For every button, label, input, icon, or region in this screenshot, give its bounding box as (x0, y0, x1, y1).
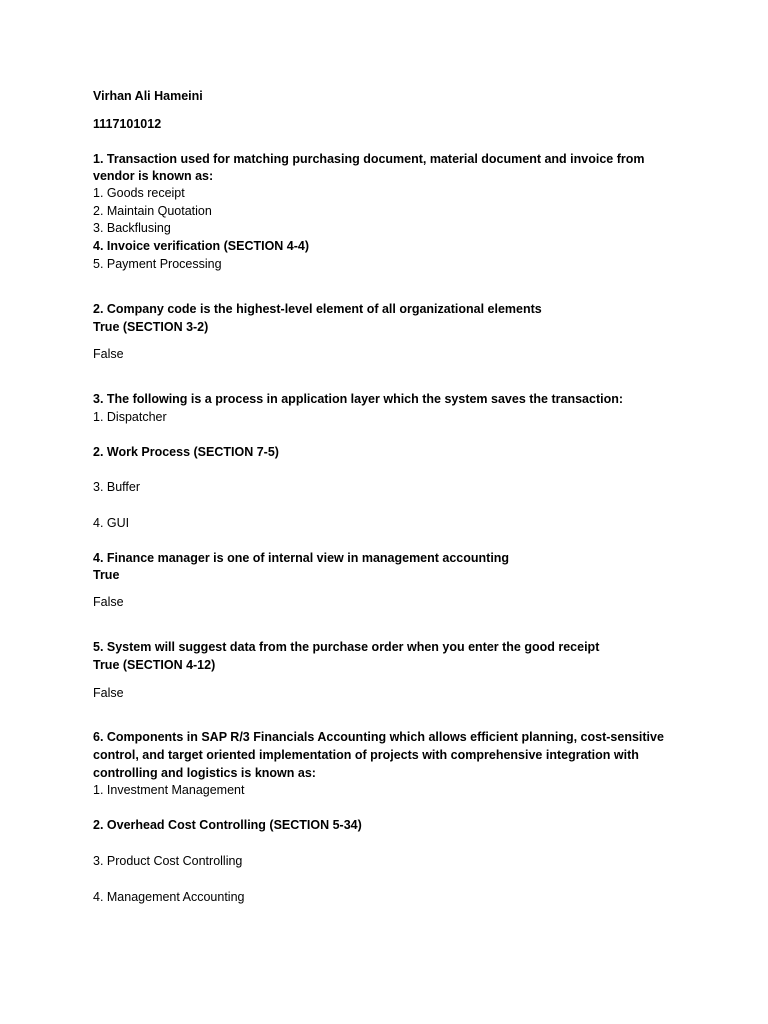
q3-option-4: 4. GUI (93, 516, 130, 530)
q6-option-4: 4. Management Accounting (93, 890, 245, 904)
q3-question: 3. The following is a process in application layer which the system saves the transaction: (93, 392, 624, 406)
q6-option-3: 3. Product Cost Controlling (93, 854, 243, 868)
q3-option-1: 1. Dispatcher (93, 410, 167, 424)
q1-option-2: 2. Maintain Quotation (93, 204, 212, 218)
q2-answer-false: False (93, 347, 124, 361)
q4-question: 4. Finance manager is one of internal view in management accounting (93, 551, 510, 565)
q4-answer-false: False (93, 595, 124, 609)
student-id: 1117101012 (93, 117, 162, 131)
q1-option-4: 4. Invoice verification (SECTION 4-4) (93, 239, 310, 253)
q5-answer-true: True (SECTION 4-12) (93, 658, 216, 672)
q1-option-1: 1. Goods receipt (93, 186, 185, 200)
q1-question-line1: 1. Transaction used for matching purchasing document, material document and invoice from (93, 152, 645, 166)
q2-answer-true: True (SECTION 3-2) (93, 320, 209, 334)
q2-question: 2. Company code is the highest-level element of all organizational elements (93, 302, 542, 316)
q3-option-2: 2. Work Process (SECTION 7-5) (93, 445, 279, 459)
q4-answer-true: True (93, 568, 120, 582)
q6-question-line2: control, and target oriented implementation of projects with comprehensive integration with (93, 748, 639, 762)
q5-question: 5. System will suggest data from the purchase order when you enter the good receipt (93, 640, 600, 654)
q1-option-5: 5. Payment Processing (93, 257, 222, 271)
q1-option-3: 3. Backflusing (93, 221, 171, 235)
q5-answer-false: False (93, 686, 124, 700)
q6-option-1: 1. Investment Management (93, 783, 245, 797)
q6-option-2: 2. Overhead Cost Controlling (SECTION 5-34) (93, 818, 362, 832)
q1-question-line2: vendor is known as: (93, 169, 214, 183)
author-name: Virhan Ali Hameini (93, 89, 203, 103)
q6-question-line1: 6. Components in SAP R/3 Financials Accounting which allows efficient planning, cost-sensitive (93, 730, 664, 744)
q3-option-3: 3. Buffer (93, 480, 141, 494)
q6-question-line3: controlling and logistics is known as: (93, 766, 316, 780)
